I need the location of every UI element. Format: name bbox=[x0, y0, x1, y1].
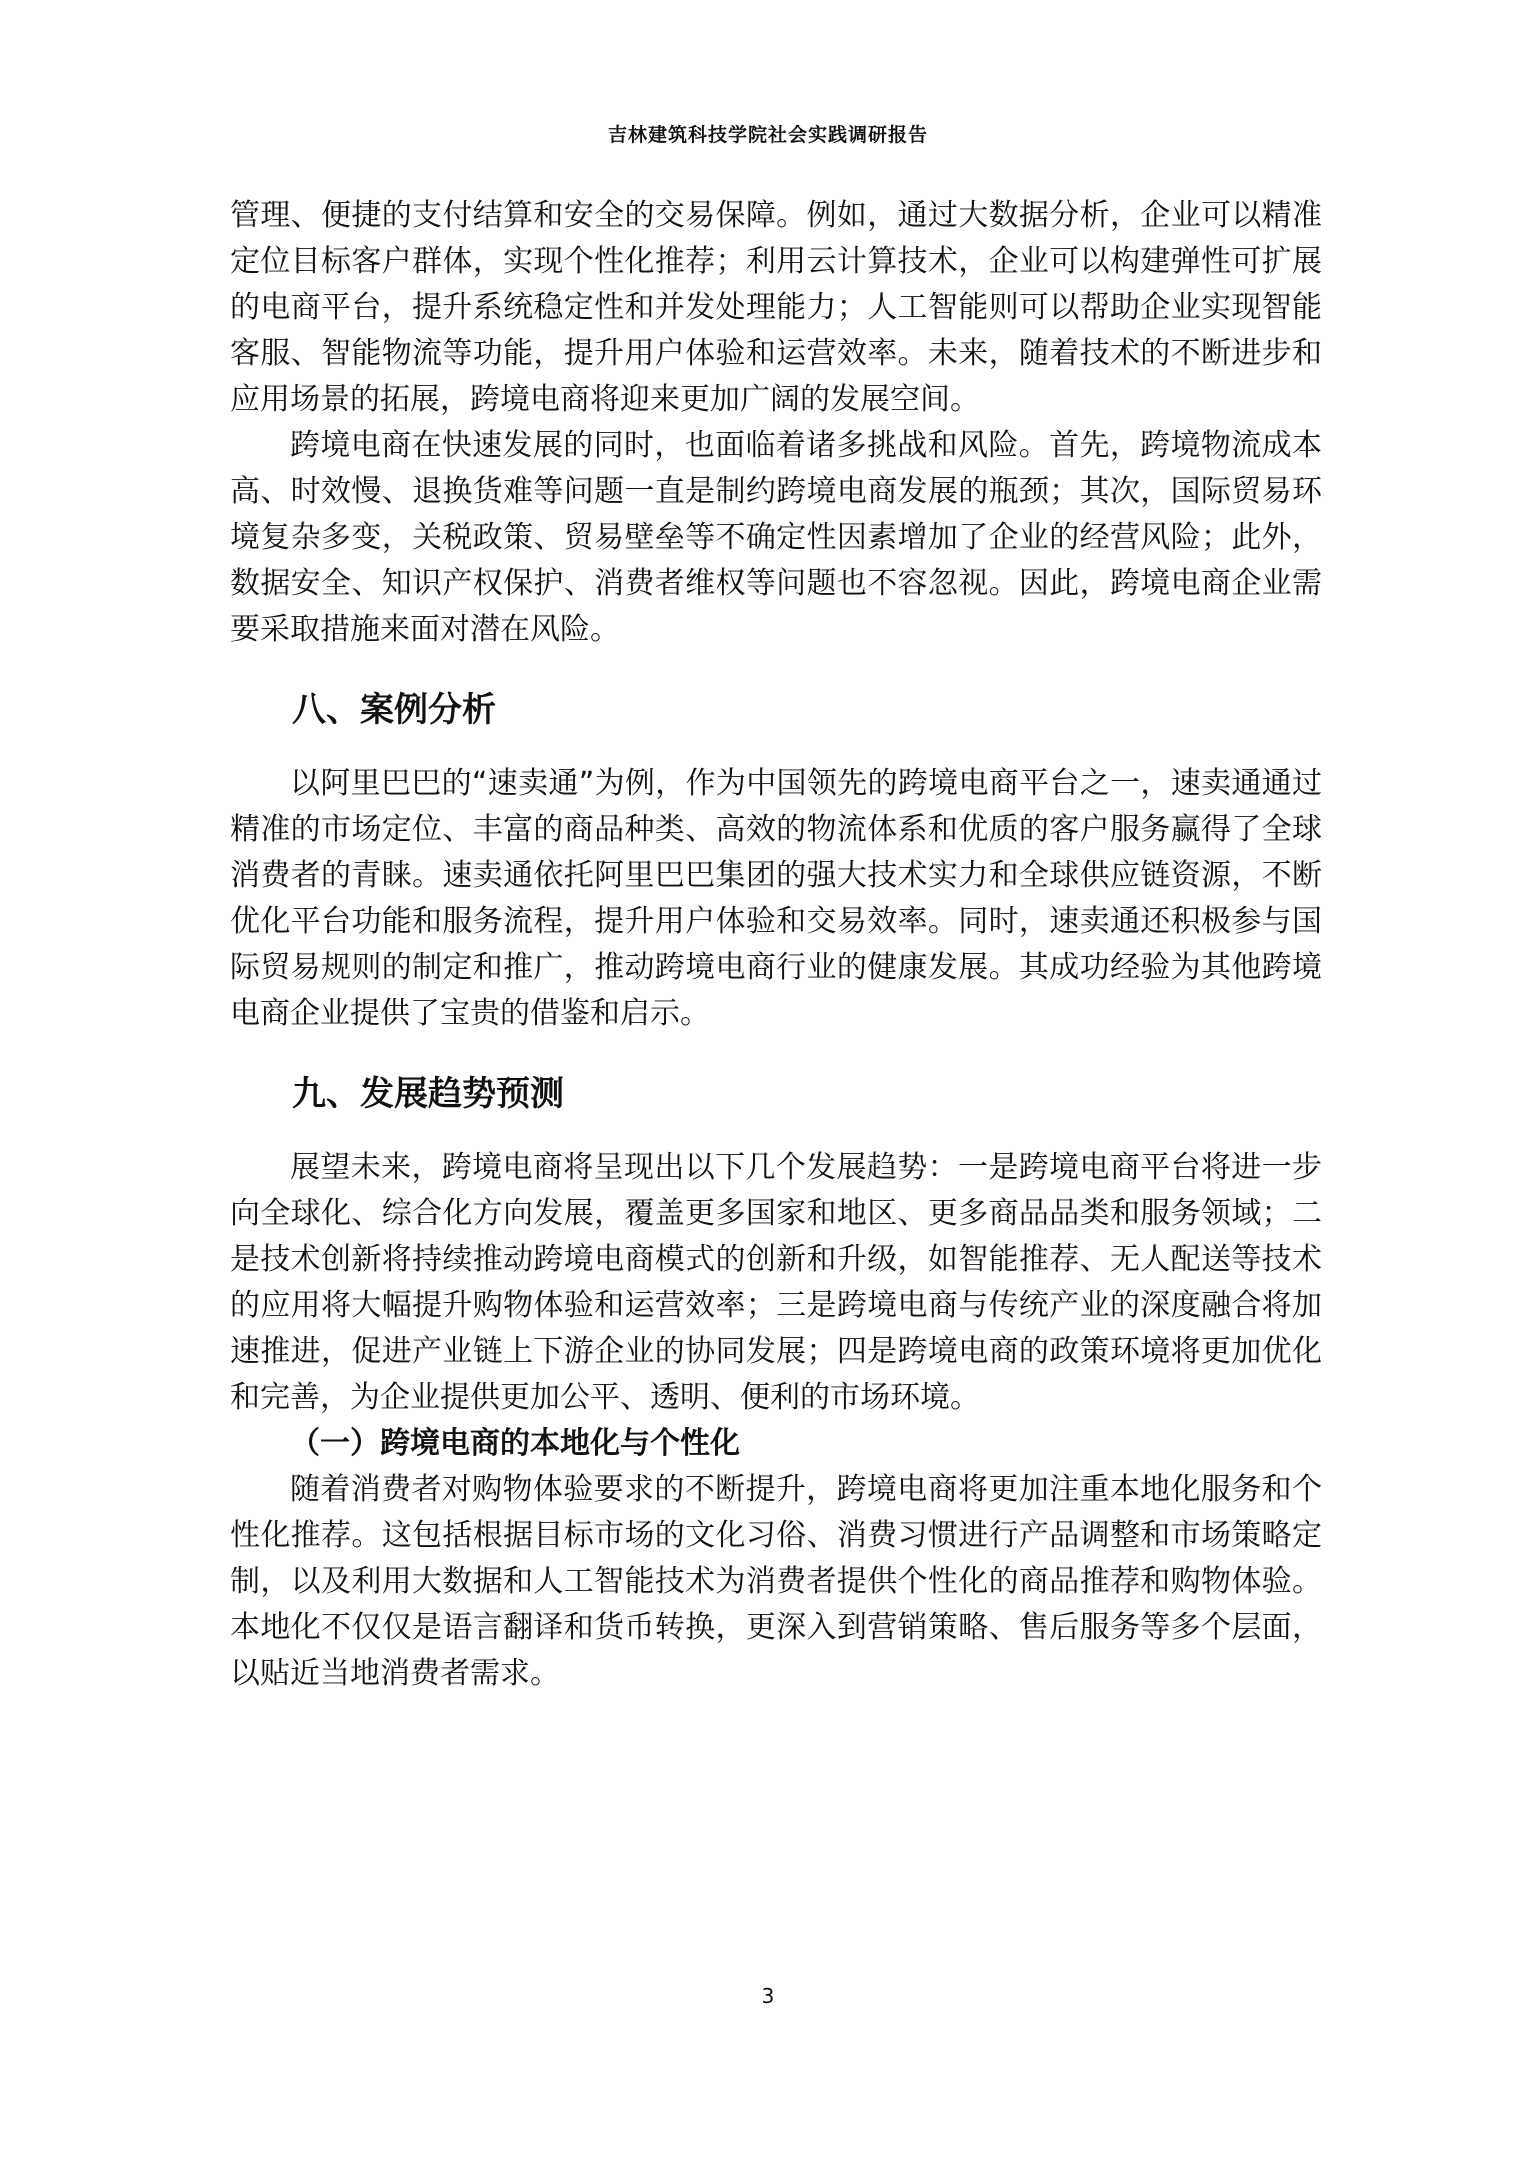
paragraph-risks: 跨境电商在快速发展的同时，也面临着诸多挑战和风险。首先，跨境物流成本高、时效慢、退换货难等问题一直是制约跨境电商发展的瓶颈；其次，国际贸易环境复杂多变，关税政策、贸易壁垒等不确定性因素增加了企业的经营风险；此外，数据安全、知识产权保护、消费者维权等问题也不容忽视。因此，跨境电商企业需要采取措施来面对潜在风险。 bbox=[230, 428, 1322, 647]
paragraph-localization: 随着消费者对购物体验要求的不断提升，跨境电商将更加注重本地化服务和个性化推荐。这包括根据目标市场的文化习俗、消费习惯进行产品调整和市场策略定制，以及利用大数据和人工智能技术为消费者提供个性化的商品推荐和购物体验。本地化不仅仅是语言翻译和货币转换，更深入到营销策略、售后服务等多个层面，以贴近当地消费者需求。 bbox=[230, 1472, 1322, 1691]
section-heading-case-analysis: 八、案例分析 bbox=[292, 690, 496, 730]
page-number: 3 bbox=[761, 1984, 775, 2008]
paragraph-tech-support: 管理、便捷的支付结算和安全的交易保障。例如，通过大数据分析，企业可以精准定位目标客户群体，实现个性化推荐；利用云计算技术，企业可以构建弹性可扩展的电商平台，提升系统稳定性和并发处理能力；人工智能则可以帮助企业实现智能客服、智能物流等功能，提升用户体验和运营效率。未来，随着技术的不断进步和应用场景的拓展，跨境电商将迎来更加广阔的发展空间。 bbox=[230, 198, 1322, 417]
paragraph-trends: 展望未来，跨境电商将呈现出以下几个发展趋势：一是跨境电商平台将进一步向全球化、综合化方向发展，覆盖更多国家和地区、更多商品品类和服务领域；二是技术创新将持续推动跨境电商模式的创新和升级，如智能推荐、无人配送等技术的应用将大幅提升购物体验和运营效率；三是跨境电商与传统产业的深度融合将加速推进，促进产业链上下游企业的协同发展；四是跨境电商的政策环境将更加优化和完善，为企业提供更加公平、透明、便利的市场环境。 bbox=[230, 1150, 1322, 1415]
page-header-title: 吉林建筑科技学院社会实践调研报告 bbox=[607, 124, 928, 146]
section-heading-trend-forecast: 九、发展趋势预测 bbox=[292, 1074, 564, 1114]
document-body bbox=[230, 193, 1322, 1697]
paragraph-case-aliexpress: 以阿里巴巴的“速卖通”为例，作为中国领先的跨境电商平台之一，速卖通通过精准的市场定位、丰富的商品种类、高效的物流体系和优质的客户服务赢得了全球消费者的青睐。速卖通依托阿里巴巴集团的强大技术实力和全球供应链资源，不断优化平台功能和服务流程，提升用户体验和交易效率。同时，速卖通还积极参与国际贸易规则的制定和推广，推动跨境电商行业的健康发展。其成功经验为其他跨境电商企业提供了宝贵的借鉴和启示。 bbox=[230, 766, 1322, 1031]
subheading-localization: （一）跨境电商的本地化与个性化 bbox=[290, 1426, 740, 1461]
